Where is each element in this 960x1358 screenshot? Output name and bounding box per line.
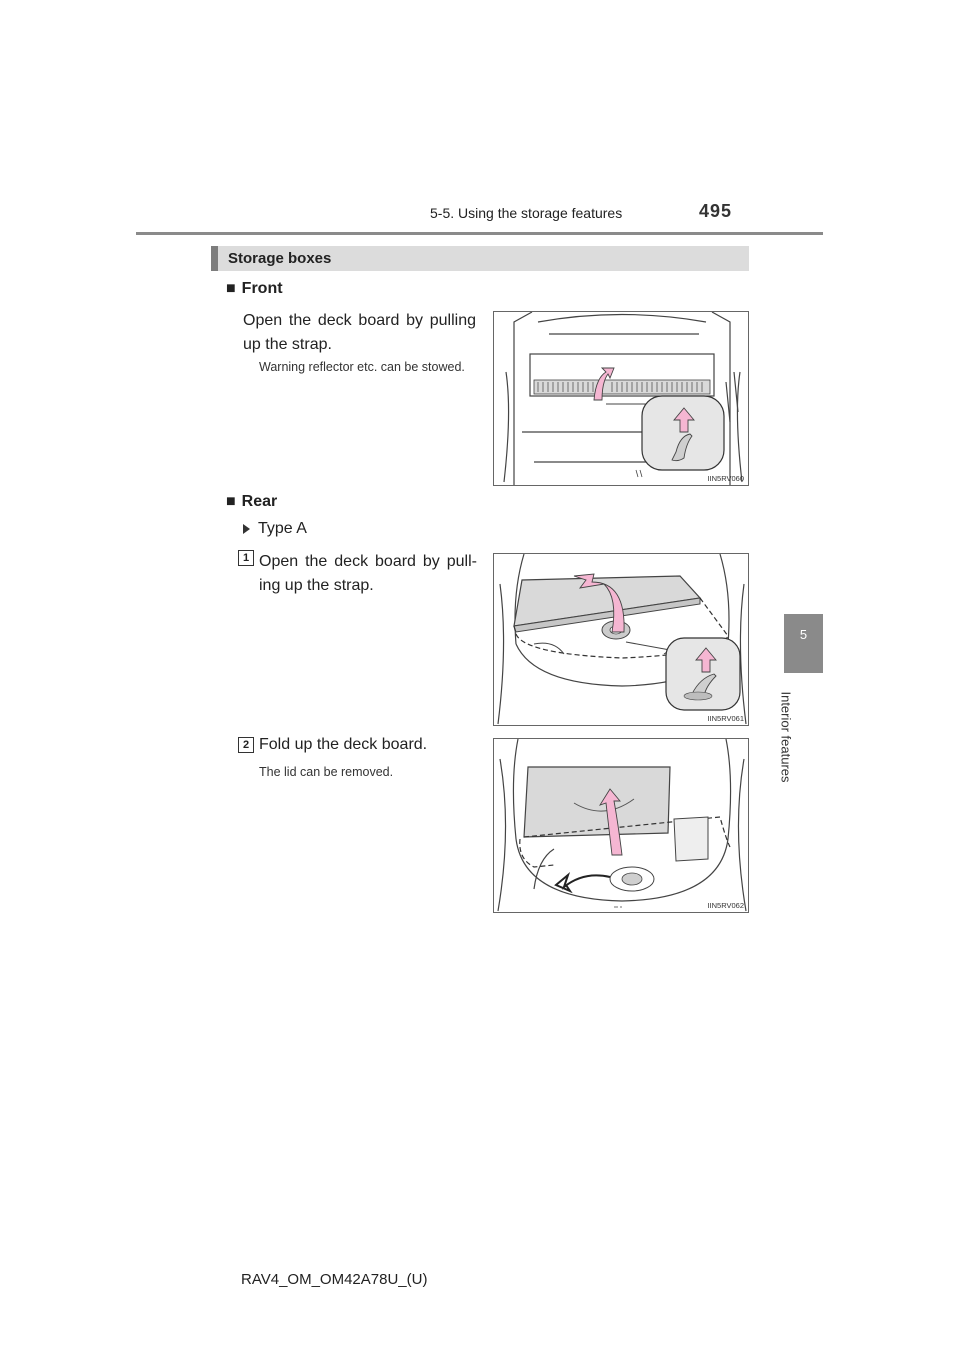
front-figure	[493, 311, 749, 486]
rear-type-label: Type A	[258, 520, 307, 537]
front-instruction: Open the deck board by pulling up the strap.	[243, 312, 476, 353]
chapter-number: 5	[799, 627, 808, 642]
triangle-bullet-icon	[243, 524, 250, 534]
chapter-tab	[784, 614, 823, 673]
step-2-note: The lid can be removed.	[259, 765, 394, 779]
front-note: Warning reflector etc. can be stowed.	[259, 360, 465, 374]
step-1-number: 1	[238, 550, 254, 566]
header-section-title: 5-5. Using the storage features	[430, 205, 623, 221]
rear-type-row	[243, 517, 307, 541]
square-bullet-icon: ■	[226, 493, 236, 510]
step-1-instruction: Open the deck board by pull-ing up the strap.	[259, 553, 477, 594]
front-heading: Front	[241, 280, 283, 297]
rear-figure-step-2	[493, 738, 749, 913]
step-2-instruction: Fold up the deck board.	[259, 736, 428, 753]
chapter-label-wrap	[776, 682, 796, 792]
front-heading-row	[226, 280, 283, 298]
section-title: Storage boxes	[228, 250, 332, 267]
square-bullet-icon: ■	[226, 280, 236, 297]
footer-doc-code: RAV4_OM_OM42A78U_(U)	[241, 1271, 428, 1288]
rear-figure-1-code: IIN5RV061	[707, 714, 744, 723]
rear-heading: Rear	[241, 493, 278, 510]
page-number: 495	[699, 201, 733, 221]
rear-figure-step-1	[493, 553, 749, 726]
step-2-number: 2	[238, 737, 254, 753]
chapter-label: Interior features	[778, 691, 794, 783]
section-title-bar	[211, 246, 749, 271]
rear-figure-2-code: IIN5RV062	[707, 901, 744, 910]
rear-heading-row	[226, 493, 277, 511]
front-figure-code: IIN5RV060	[707, 474, 744, 483]
header-rule	[136, 232, 823, 235]
